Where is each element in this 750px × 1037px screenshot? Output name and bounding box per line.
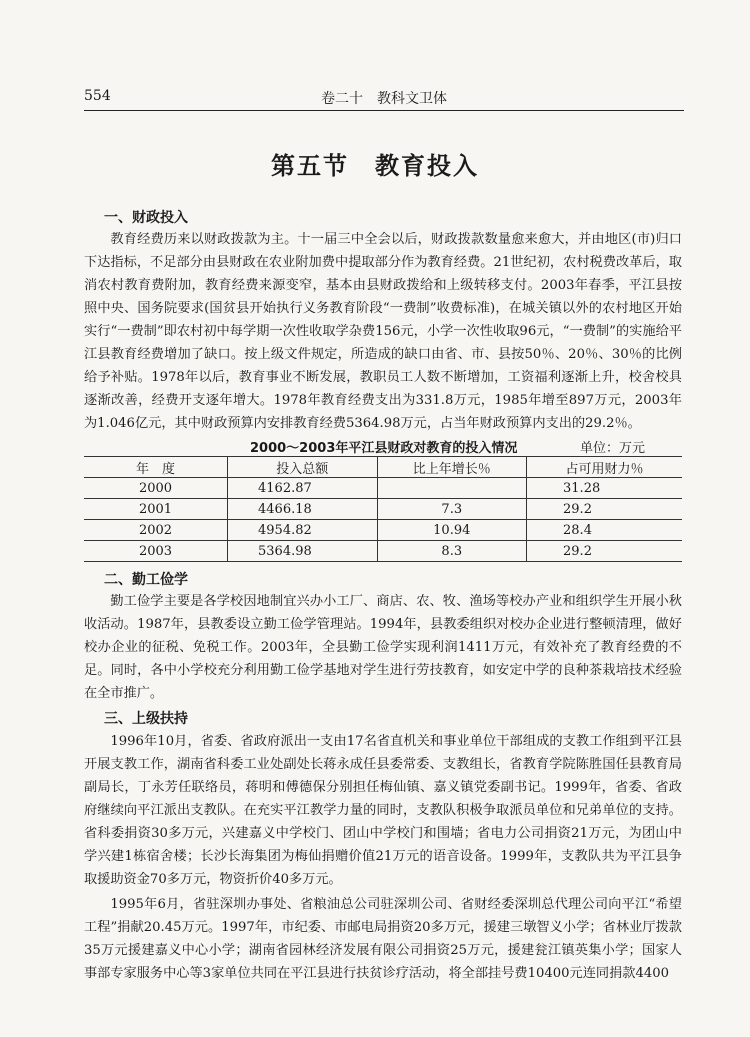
paragraph-higher-support-2: 1995年6月，省驻深圳办事处、省粮油总公司驻深圳公司、省财经委深圳总代理公司向平江“希望工程”捐献20.45万元。1997年，市纪委、市邮电局捐资20多万元，援建三墩智义小学；省林业厅拨款35万元援建嘉义中心小学；湖南省园林经济发展有限公司捐资25万元，援建瓮江镇英集小学；国家人事部专家服务中心等3家单位共同在平江县进行扶贫诊疗活动，将全部挂号费10400元连同捐款4400 (84, 897, 682, 981)
table-row (84, 499, 682, 520)
paragraph-higher-support-1: 1996年10月，省委、省政府派出一支由17名省直机关和事业单位干部组成的支教工作组到平江县开展支教工作，湖南省科委工业处副处长蒋永成任县委常委、支教组长，省教育学院陈胜国任县教育局副局长，丁永芳任联络员，蒋明和傅德保分别担任梅仙镇、嘉义镇党委副书记。1999年，省委、省政府继续向平江派出支教队。在充实平江教学力量的同时，支教队积极争取派员单位和兄弟单位的支持。省科委捐资30多万元，兴建嘉义中学校门、团山中学校门和围墙；省电力公司捐资21万元，为团山中学兴建1栋宿舍楼；长沙长海集团为梅仙捐赠价值21万元的语音设备。1999年，支教队共为平江县争取援助资金70多万元，物资折价40多万元。 (84, 734, 682, 887)
column-header-year: 年 度 (84, 457, 228, 478)
heading-fiscal-input: 一、财政投入 (104, 210, 188, 226)
table-unit: 单位：万元 (580, 441, 646, 456)
page-header (84, 88, 684, 110)
cell-share: 29.2 (527, 499, 682, 520)
paragraph-fiscal-input: 教育经费历来以财政拨款为主。十一届三中全会以后，财政拨款数量愈来愈大，并由地区(市)归口下达指标，不足部分由县财政在农业附加费中提取部分作为教育经费。21世纪初，农村税费改革后，取消农村教育费附加，教育经费来源变窄，基本由县财政拨给和上级转移支付。2003年春季，平江县按照中央、国务院要求(国贫县开始执行义务教育阶段“一费制”收费标准)，在城关镇以外的农村地区开始实行“一费制”即农村初中每学期一次性收取学杂费156元，小学一次性收取96元，“一费制”的实施给平江县教育经费增加了缺口。按上级文件规定，所造成的缺口由省、市、县按50％、20％、30％的比例给予补贴。1978年以后，教育事业不断发展，教职员工人数不断增加，工资福利逐渐上升，校舍校具逐渐改善，经费开支逐年增大。1978年教育经费支出为331.8万元，1985年增至897万元，2003年为1.046亿元，其中财政预算内安排教育经费5364.98万元，占当年财政预算内支出的29.2％。 (84, 232, 682, 431)
cell-growth: 10.94 (377, 520, 527, 541)
cell-growth: 7.3 (377, 499, 527, 520)
education-funding-table (84, 456, 682, 562)
table-row (84, 478, 682, 499)
paragraph-work-study: 勤工俭学主要是各学校因地制宜兴办小工厂、商店、农、牧、渔场等校办产业和组织学生开展小秋收活动。1987年，县教委设立勤工俭学管理站。1994年，县教委组织对校办企业进行整顿清理，做好校办企业的征税、免税工作。2003年，全县勤工俭学实现利润1411万元，有效补充了教育经费的不足。同时，各中小学校充分利用勤工俭学基地对学生进行劳技教育，如安定中学的良种茶栽培技术经验在全市推广。 (84, 594, 682, 701)
table-row (84, 541, 682, 562)
heading-higher-support: 三、上级扶持 (104, 711, 188, 727)
cell-total: 4162.87 (228, 478, 378, 499)
cell-year: 2003 (84, 541, 228, 562)
column-header-share: 占可用财力％ (527, 457, 682, 478)
cell-year: 2001 (84, 499, 228, 520)
cell-share: 31.28 (527, 478, 682, 499)
cell-total: 4954.82 (228, 520, 378, 541)
cell-year: 2002 (84, 520, 228, 541)
page-number: 554 (84, 88, 111, 104)
cell-share: 28.4 (527, 520, 682, 541)
column-header-growth: 比上年增长％ (377, 457, 527, 478)
running-title: 卷二十 教科文卫体 (321, 91, 447, 107)
cell-year: 2000 (84, 478, 228, 499)
cell-share: 29.2 (527, 541, 682, 562)
heading-work-study: 二、勤工俭学 (104, 572, 188, 588)
cell-growth (377, 478, 527, 499)
header-rule (84, 110, 684, 111)
section-title: 第五节 教育投入 (271, 152, 479, 180)
table-header-row (84, 457, 682, 478)
table-row (84, 520, 682, 541)
cell-total: 5364.98 (228, 541, 378, 562)
column-header-total: 投入总额 (228, 457, 378, 478)
cell-total: 4466.18 (228, 499, 378, 520)
table-caption: 2000～2003年平江县财政对教育的投入情况 (250, 441, 518, 456)
cell-growth: 8.3 (377, 541, 527, 562)
